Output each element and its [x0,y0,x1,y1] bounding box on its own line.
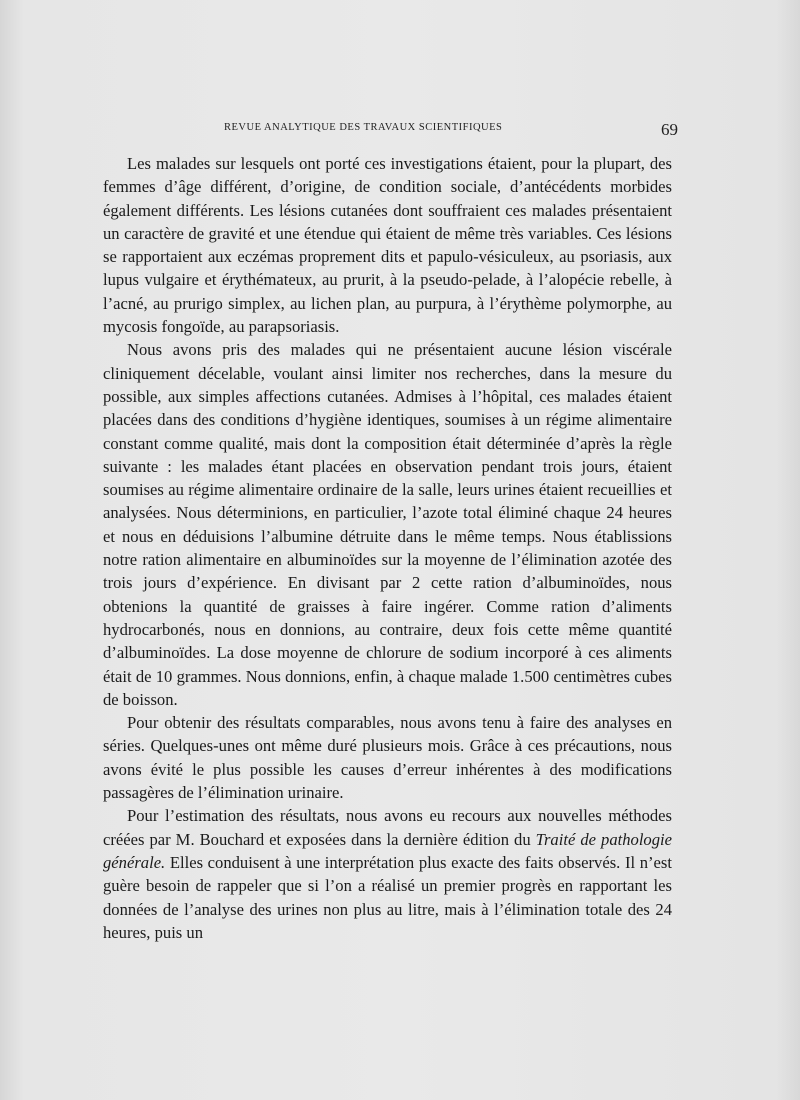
page-number: 69 [661,120,678,139]
paragraph-3: Pour obtenir des résultats comparables, nous avons tenu à faire des analyses en séries. Quelques-unes ont même duré plusieurs mois. Grâce à ces précautions, nous avons évité le plus possible les causes d’erreur inhérentes à des modifications passagères de l’élimination urinaire. [103,713,672,803]
running-header [102,120,682,142]
paragraph-4 [103,804,672,944]
body-text [103,152,672,944]
paragraph-1: Les malades sur lesquels ont porté ces investigations étaient, pour la plupart, des femmes d’âge différent, d’origine, de condition sociale, d’antécédents morbides également différents. Les lésions cutanées dont souffraient ces malades présentaient un caractère de gravité et une étendue qui étaient de même très variables. Ces lésions se rapportaient aux eczémas proprement dits et papulo-vésiculeux, au psoriasis, aux lupus vulgaire et érythémateux, au prurit, à la pseudo-pelade, à l’alopécie rebelle, à l’acné, au prurigo simplex, au lichen plan, au purpura, à l’érythème polymorphe, au mycosis fongoïde, au parapsoriasis. [103,154,672,337]
paragraph-2: Nous avons pris des malades qui ne présentaient aucune lésion viscérale cliniquement décelable, voulant ainsi limiter nos recherches, dans la mesure du possible, aux simples affections cutanées. Admises à l’hôpital, ces malades étaient placées dans des conditions d’hygiène identiques, soumises à un régime alimentaire constant comme qualité, mais dont la composition était déterminée d’après la règle suivante : les malades étant placées en observation pendant trois jours, étaient soumises au régime alimentaire ordinaire de la salle, leurs urines étaient recueillies et analysées. Nous déterminions, en particulier, l’azote total éliminé chaque 24 heures et nous en déduisions l’albumine détruite dans le même temps. Nous établissions notre ration alimentaire en albuminoïdes sur la moyenne de l’élimination azotée des trois jours d’expérience. En divisant par 2 cette ration d’albuminoïdes, nous obtenions la quantité de graisses à faire ingérer. Comme ration d’aliments hydrocarbonés, nous en donnions, au contraire, deux fois cette même quantité d’albuminoïdes. La dose moyenne de chlorure de sodium incorporé à ces aliments était de 10 grammes. Nous donnions, enfin, à chaque malade 1.500 centimètres cubes de boisson. [103,340,672,709]
running-title: REVUE ANALYTIQUE DES TRAVAUX SCIENTIFIQUES [224,122,503,133]
paragraph-4-text-end: Elles conduisent à une interprétation plus exacte des faits observés. Il n’est guère besoin de rappeler que si l’on a réalisé un premier progrès en rapportant les données de l’analyse des urines non plus au litre, mais à l’élimination totale des 24 heures, puis un [103,852,672,942]
book-title-italic: Traité de pathologie générale. [103,829,673,872]
paragraph-4-text-start: Pour l’estimation des résultats, nous avons eu recours aux nouvelles méthodes créées par M. Bouchard et exposées dans la dernière édition du [103,806,672,849]
